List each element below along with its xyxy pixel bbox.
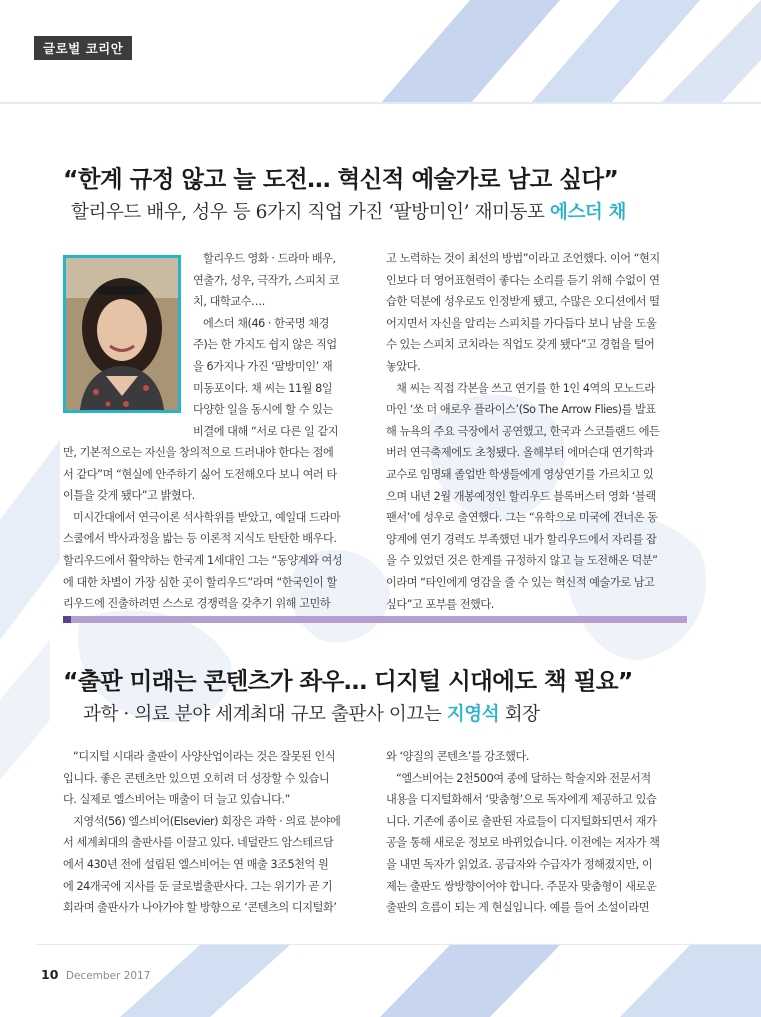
issue-date: December 2017	[65, 970, 151, 982]
text-line: 연출가, 성우, 극작가, 스피치 코	[193, 273, 340, 287]
text-line: 다양한 일을 동시에 할 수 있는	[193, 403, 333, 417]
text-line: 을 수 있었던 것은 한계를 규정하지 않고 늘 도전해온 덕분”	[386, 554, 658, 568]
section-divider	[63, 616, 687, 623]
text-line: 니다. 기존에 종이로 출판된 자료들이 디지털화되면서 재가	[386, 814, 657, 828]
text-line: 을 내면 독자가 읽었죠. 공급자와 수급자가 정해졌지만, 이	[386, 857, 653, 871]
text-line: 싶다”고 포부를 전했다.	[386, 597, 494, 611]
article2-right-column	[386, 746, 691, 919]
section-divider-mark	[63, 616, 71, 623]
text-line: 이라며 “타인에게 영감을 줄 수 있는 혁신적 예술가로 남고	[386, 575, 655, 589]
text-line: 와 ‘양질의 콘텐츠’를 강조했다.	[386, 750, 529, 763]
text-line: 해 뉴욕의 주요 극장에서 공연했고, 한국과 스코틀랜드 에든	[386, 424, 660, 438]
article2-headline: “출판 미래는 콘텐츠가 좌우… 디지털 시대에도 책 필요”	[63, 667, 633, 695]
text-line: 버러 연극축제에도 초청됐다. 올해부터 에머슨대 연기학과	[386, 446, 654, 460]
text-line: 을 6가지나 가진 ‘팔방미인’ 재	[193, 359, 333, 373]
text-line: 고 노력하는 것이 최선의 방법”이라고 조언했다. 이어 “현지	[386, 252, 660, 265]
section-tag: 글로벌 코리안	[34, 36, 132, 60]
text-line: 놓았다.	[386, 359, 421, 373]
text-line: 제는 출판도 쌍방향이어야 합니다. 주문자 맞춤형이 새로운	[386, 879, 657, 893]
article1-subhead-name: 에스더 채	[549, 202, 626, 223]
portrait-photo	[63, 255, 181, 413]
text-line: 출판의 흐름이 되는 게 현실입니다. 예를 들어 소설이라면	[386, 901, 650, 915]
article1-subhead-text: 할리우드 배우, 성우 등 6가지 직업 가진 ‘팔방미인’ 재미동포	[71, 202, 545, 223]
article1-left-wrapped	[193, 248, 363, 442]
text-line: 입니다. 좋은 콘텐츠만 있으면 오히려 더 성장할 수 있습니	[63, 771, 330, 785]
article2-left-column	[63, 746, 368, 919]
text-line: 으며 내년 2월 개봉예정인 할리우드 블록버스터 영화 ‘블랙	[386, 489, 656, 503]
article1-right-column	[386, 248, 691, 615]
text-line: “디지털 시대라 출판이 사양산업이라는 것은 잘못된 인식	[73, 750, 336, 763]
text-line: 어지면서 자신을 알리는 스피치를 가다듬다 보니 남을 도울	[386, 316, 657, 330]
text-line: 리우드에 진출하려면 스스로 경쟁력을 갖추기 위해 고민하	[63, 597, 331, 611]
article1-subhead	[71, 198, 711, 224]
text-line: 미동포이다. 채 씨는 11월 8일	[193, 381, 333, 395]
text-line: 교수로 임명돼 졸업반 학생들에게 영상연기를 가르치고 있	[386, 467, 654, 481]
text-line: 이틀을 갖게 됐다”고 밝혔다.	[63, 489, 195, 503]
article1-headline: “한계 규정 않고 늘 도전… 혁신적 예술가로 남고 싶다”	[63, 165, 619, 193]
text-line: 인보다 더 영어표현력이 좋다는 소리를 듣기 위해 수없이 연	[386, 273, 660, 287]
text-line: 양계에 연기 경력도 부족했던 내가 할리우드에서 자리를 잡	[386, 532, 657, 546]
text-line: “엘스비어는 2천500여 종에 달하는 학술지와 전문서적	[396, 771, 651, 785]
text-line: 서 같다”며 “현실에 안주하기 싫어 도전해오다 보니 여러 타	[63, 467, 337, 481]
page-number: 10	[41, 967, 59, 982]
text-line: 비결에 대해 “서로 다른 일 같지	[193, 424, 339, 438]
text-line: 에 대한 차별이 가장 심한 곳이 할리우드”라며 “한국인이 할	[63, 575, 337, 589]
text-line: 내용을 디지털화해서 ‘맞춤형’으로 독자에게 제공하고 있습	[386, 793, 657, 807]
text-line: 미시간대에서 연극이론 석사학위를 받았고, 예일대 드라마	[73, 510, 341, 524]
page-footer	[41, 967, 150, 982]
text-line: 에 24개국에 지사를 둔 글로벌출판사다. 그는 위기가 곧 기	[63, 879, 333, 893]
portrait-illustration	[66, 258, 178, 410]
text-line: 공을 통해 새로운 정보로 바뀌었습니다. 이전에는 저자가 책	[386, 836, 660, 850]
text-line: 주)는 한 가지도 쉽지 않은 직업	[193, 338, 337, 352]
article2-subhead	[83, 700, 723, 726]
article2-subhead-name: 지영석	[446, 704, 500, 725]
text-line: 다. 실제로 엘스비어는 매출이 더 늘고 있습니다.”	[63, 793, 290, 807]
text-line: 마인 ‘쏘 더 애로우 플라이스’(So The Arrow Flies)를 발표	[386, 403, 656, 417]
text-line: 서 세계최대의 출판사를 이끌고 있다. 네덜란드 암스테르담	[63, 836, 334, 850]
text-line: 에서 430년 전에 설립된 엘스비어는 연 매출 3조5천억 원	[63, 857, 329, 871]
text-line: 할리우드에서 활약하는 한국계 1세대인 그는 “동양계와 여성	[63, 553, 343, 567]
text-line: 할리우드 영화 · 드라마 배우,	[203, 252, 336, 265]
text-line: 채 씨는 직접 각본을 쓰고 연기를 한 1인 4역의 모노드라	[396, 381, 655, 395]
article2-subhead-suffix: 회장	[504, 704, 540, 725]
text-line: 습한 덕분에 성우로도 인정받게 됐고, 수많은 오디션에서 떨	[386, 295, 660, 309]
article1-left-full	[63, 442, 363, 615]
text-line: 치, 대학교수….	[193, 295, 265, 309]
text-line: 에스더 채(46 · 한국명 채경	[203, 316, 329, 330]
text-line: 회라며 출판사가 나아가야 할 방향으로 ‘콘텐츠의 디지털화’	[63, 901, 337, 915]
article2-subhead-text: 과학 · 의료 분야 세계최대 규모 출판사 이끄는	[83, 704, 442, 725]
text-line: 만, 기본적으로는 자신을 창의적으로 드러내야 한다는 점에	[63, 446, 334, 459]
text-line: 팬서’에 성우로 출연했다. 그는 “유학으로 미국에 건너온 동	[386, 511, 658, 525]
text-line: 지영석(56) 엘스비어(Elsevier) 회장은 과학 · 의료 분야에	[73, 814, 341, 828]
text-line: 스쿨에서 박사과정을 밟는 등 이론적 지식도 탄탄한 배우다.	[63, 532, 337, 546]
text-line: 수 있는 스피치 코치라는 직업도 갖게 됐다”고 경험을 털어	[386, 338, 655, 352]
